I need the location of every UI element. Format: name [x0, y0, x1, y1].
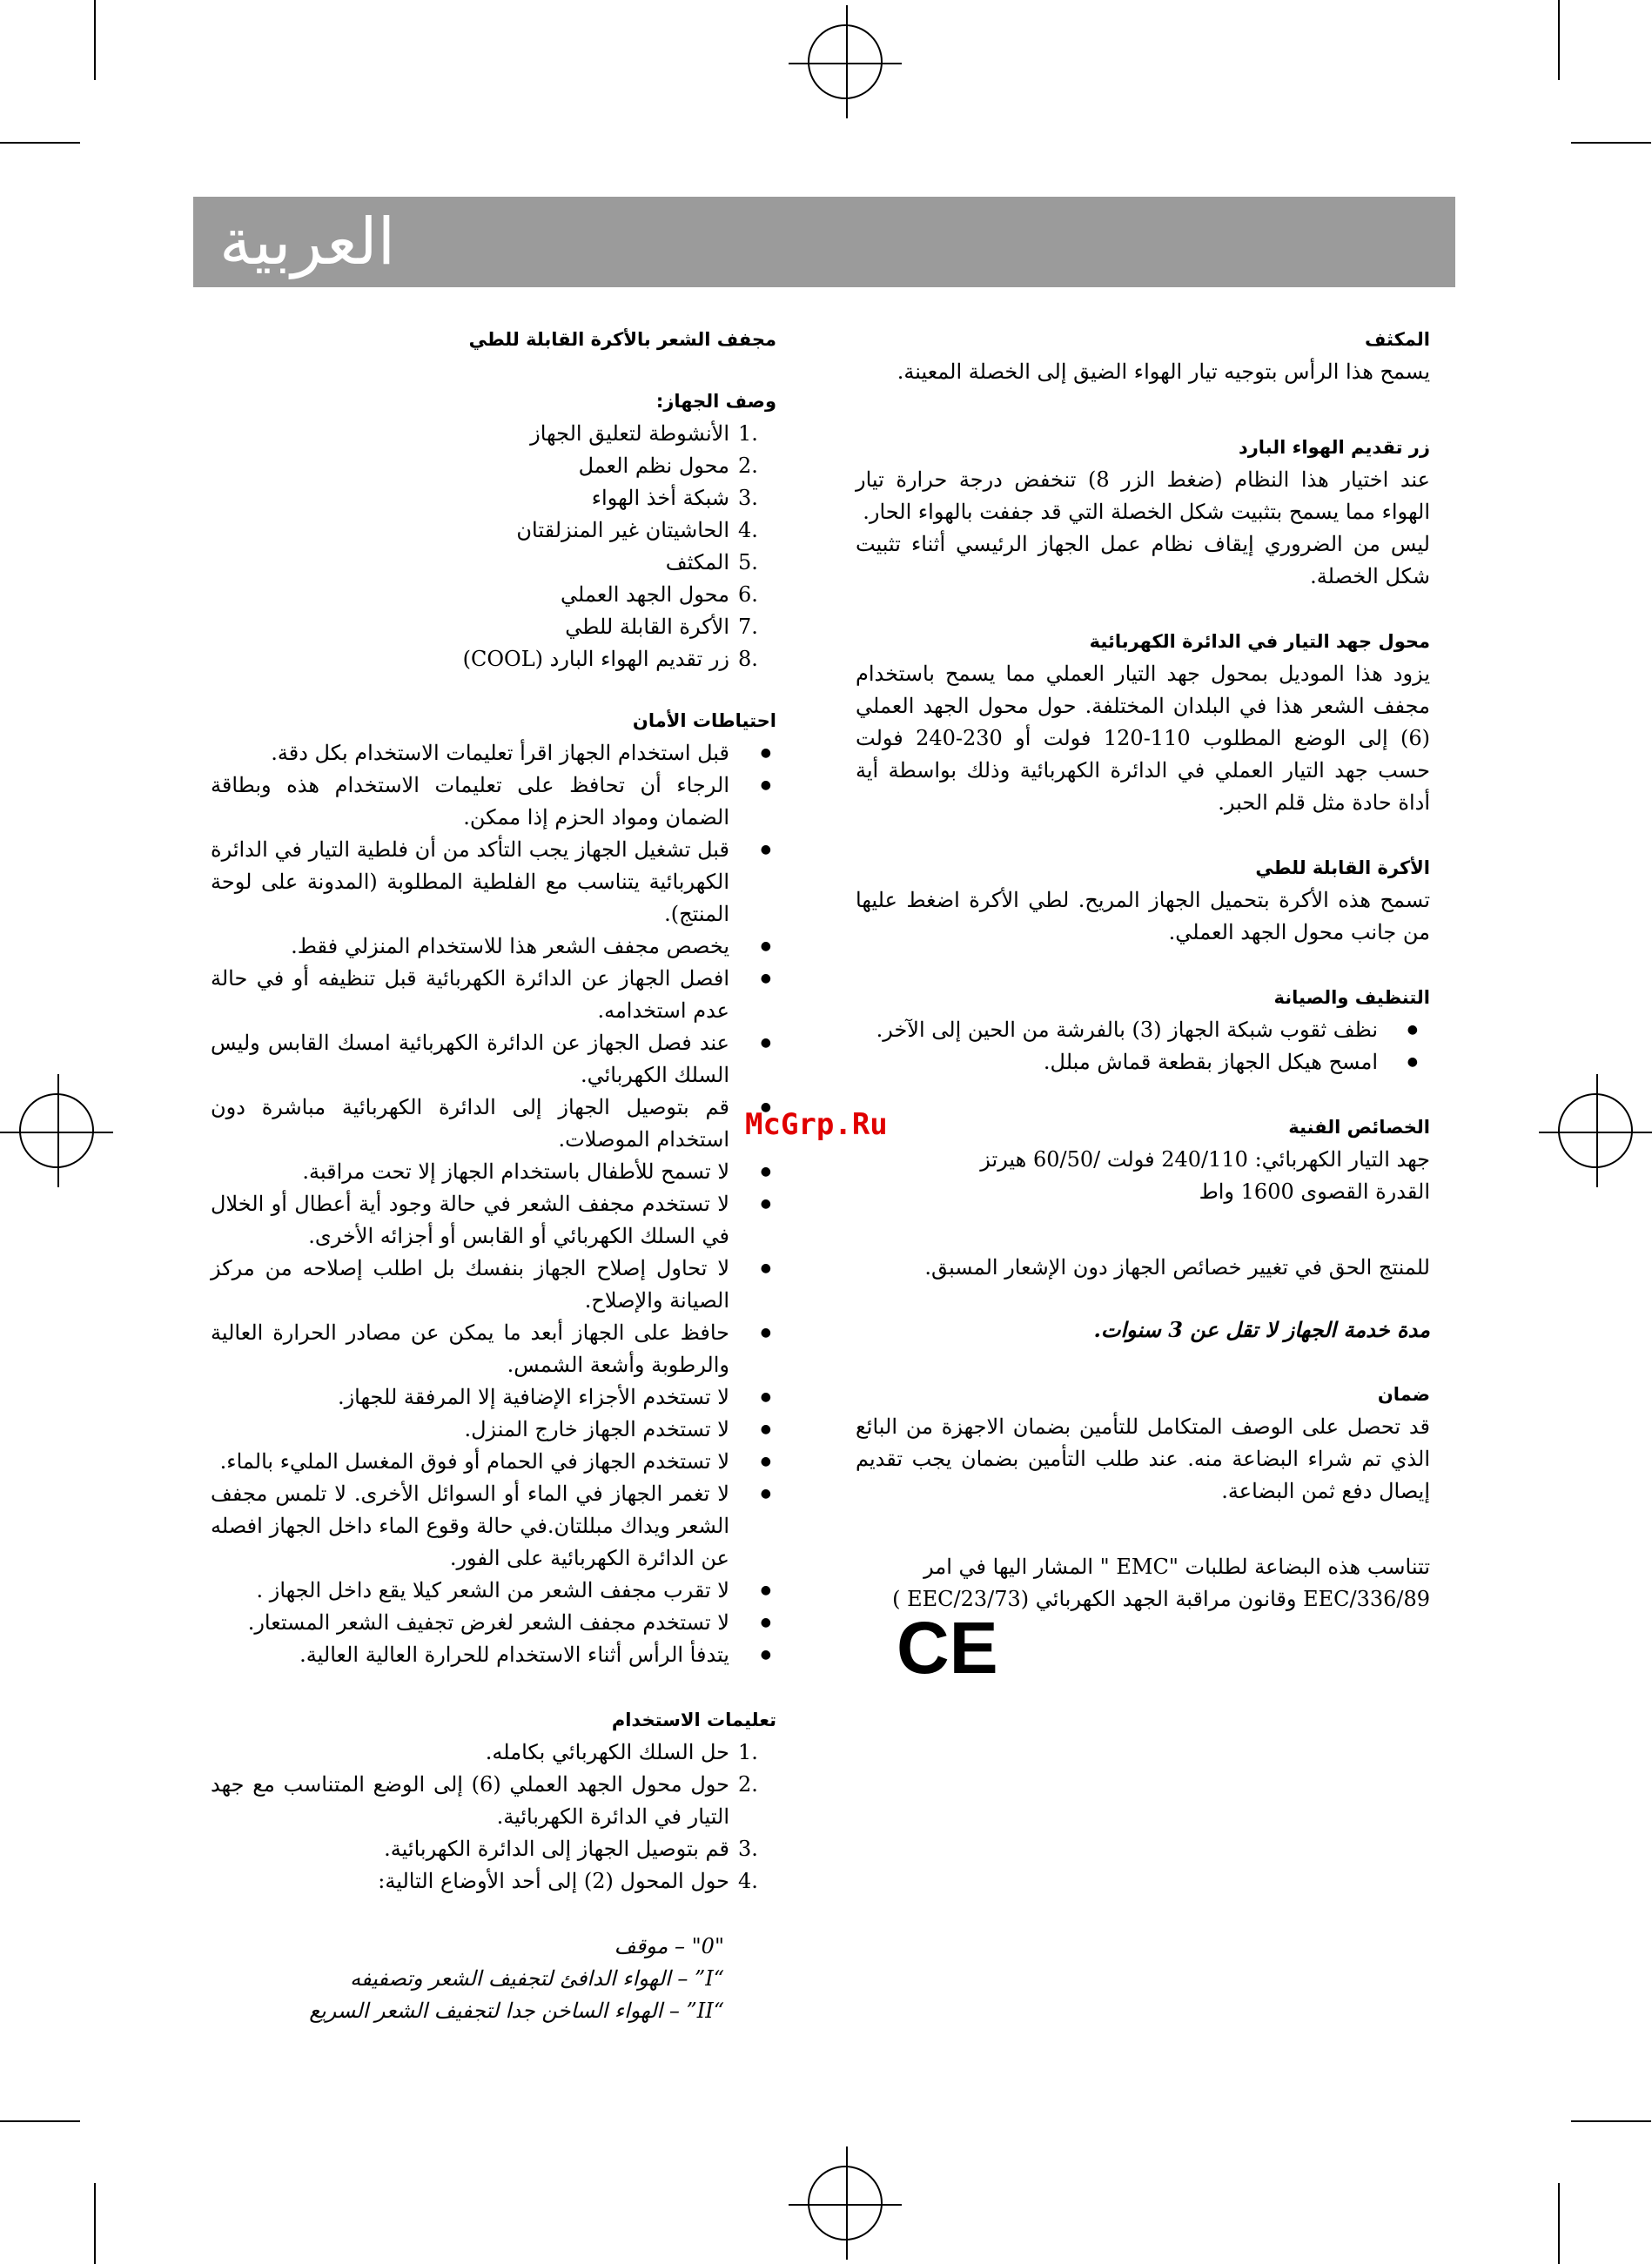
list-item: 6. محول الجهد العملي: [561, 582, 758, 607]
rights-notice: للمنتج الحق في تغيير خصائص الجهاز دون الإشعار المسبق.: [924, 1255, 1430, 1280]
safety-heading: احتياطات الأمان: [632, 710, 776, 731]
switch-modes: [211, 1931, 776, 2027]
crop-mark-top-right: [1558, 0, 1560, 80]
crop-mark-bottom-right: [1558, 2183, 1560, 2264]
language-banner: [193, 197, 1455, 287]
watermark: McGrp.Ru: [745, 1107, 888, 1142]
voltage-heading: محول جهد التيار في الدائرة الكهربائية: [1089, 631, 1430, 652]
cool-text-2: ليس من الضروري إيقاف نظام عمل الجهاز الرئيسي أثناء تثبيت شكل الخصلة.: [856, 532, 1430, 588]
list-item: 3. شبكة أخذ الهواء: [591, 486, 758, 510]
list-item: ● قبل تشغيل الجهاز يجب التأكد من أن فلطية التيار في الدائرة الكهربائية يتناسب مع الفلطية المطلوبة (المدونة على لوحة المنتج).: [211, 834, 776, 930]
usage-list: [211, 1737, 776, 1898]
concentrator-heading: المكثف: [1365, 329, 1430, 350]
list-item: 2. محول نظم العمل: [578, 453, 758, 478]
list-item: 2. حول محول الجهد العملي (6) إلى الوضع المتناسب مع جهد التيار في الدائرة الكهربائية.: [211, 1772, 758, 1829]
service-life: مدة خدمة الجهاز لا تقل عن 3 سنوات.: [1093, 1317, 1430, 1342]
specs-power: القدرة القصوى 1600 واط: [1199, 1179, 1430, 1204]
parts-list: [211, 418, 776, 675]
right-column: [856, 324, 1430, 1616]
voltage-text: يزود هذا الموديل بمحول جهد التيار العملي مما يسمح باستخدام مجفف الشعر هذا في البلدان المختلفة. حول محول الجهد العملي (6) إلى الوضع المطلوب 110-120 فولت أو 230-240 فولت حسب جهد التيار العملي في الدائرة الكهربائية وذلك بواسطة أية أداة حادة مثل قلم الحبر.: [856, 662, 1430, 815]
emc-line-2: EEC/336/89 وقانون مراقبة الجهد الكهربائي (EEC/23/73 ): [892, 1587, 1430, 1611]
list-item: 4. حول المحول (2) إلى أحد الأوضاع التالية:: [378, 1869, 758, 1893]
list-item: 7. الأكرة القابلة للطي: [565, 615, 758, 639]
registration-mark-bottom: [808, 2166, 883, 2240]
list-item: ● حافظ على الجهاز أبعد ما يمكن عن مصادر الحرارة العالية والرطوبة وأشعة الشمس.: [211, 1317, 776, 1381]
crop-mark-left-bottom: [0, 2120, 80, 2122]
crop-mark-top-left: [94, 0, 96, 80]
list-item: ● لا تسمح للأطفال باستخدام الجهاز إلا تحت مراقبة.: [211, 1156, 776, 1188]
list-item: 8. زر تقديم الهواء البارد (COOL): [462, 647, 758, 671]
warranty-text: قد تحصل على الوصف المتكامل للتأمين بضمان الاجهزة من البائع الذي تم شراء البضاعة منه. عند طلب التأمين بضمان يجب تقديم إيصال دفع ثمن البضاعة.: [856, 1414, 1430, 1503]
list-item: 3. قم بتوصيل الجهاز إلى الدائرة الكهربائية.: [384, 1837, 758, 1861]
left-column: [211, 324, 776, 2027]
list-item: ● لا تستخدم مجفف الشعر لغرض تجفيف الشعر المستعار.: [211, 1607, 776, 1639]
list-item: 4. الحاشيتان غير المنزلقتان: [516, 518, 758, 542]
specs-heading: الخصائص الفنية: [1288, 1117, 1430, 1138]
list-item: ● لا تستخدم الجهاز خارج المنزل.: [211, 1414, 776, 1446]
crop-mark-left-top: [0, 142, 80, 144]
mode-off: "0" – موقف: [614, 1934, 724, 1958]
specs-voltage: جهد التيار الكهربائي: 240/110 فولت /60/50 هيرتز: [980, 1147, 1430, 1172]
crop-mark-right-bottom: [1571, 2120, 1651, 2122]
list-item: ● يتدفأ الرأس أثناء الاستخدام للحرارة العالية العالية.: [211, 1639, 776, 1671]
safety-list: [211, 737, 776, 1671]
list-item: ● قبل استخدام الجهاز اقرأ تعليمات الاستخدام بكل دقة.: [211, 737, 776, 769]
list-item: 5. المكثف: [665, 550, 758, 574]
usage-heading: تعليمات الاستخدام: [611, 1710, 776, 1730]
banner-title: العربية: [219, 205, 396, 279]
mode-hot: “II” – الهواء الساخن جدا لتجفيف الشعر السريع: [309, 1999, 724, 2023]
list-item: 1. الأنشوطة لتعليق الجهاز: [530, 421, 758, 446]
list-item: ● قم بتوصيل الجهاز إلى الدائرة الكهربائية مباشرة دون استخدام الموصلات.: [211, 1092, 776, 1156]
list-item: ● يخصص مجفف الشعر هذا للاستخدام المنزلي فقط.: [211, 930, 776, 963]
ce-mark-text: CE: [897, 1607, 998, 1689]
list-item: ● عند فصل الجهاز عن الدائرة الكهربائية امسك القابس وليس السلك الكهربائي.: [211, 1027, 776, 1092]
warranty-heading: ضمان: [1377, 1384, 1430, 1405]
handle-heading: الأكرة القابلة للطي: [1255, 857, 1430, 878]
registration-mark-left: [19, 1093, 94, 1168]
list-item: ● لا تقرب مجفف الشعر من الشعر كيلا يقع داخل الجهاز .: [211, 1575, 776, 1607]
ce-mark-icon: [897, 1607, 998, 1689]
mode-warm: “I” – الهواء الدافئ لتجفيف الشعر وتصفيفه: [350, 1966, 724, 1991]
emc-line-1: تتناسب هذه البضاعة لطلبات "EMC " المشار اليها في امر: [923, 1555, 1430, 1579]
list-item: ● لا تستخدم الجهاز في الحمام أو فوق المغسل المليء بالماء.: [211, 1446, 776, 1478]
concentrator-text: يسمح هذا الرأس بتوجيه تيار الهواء الضيق إلى الخصلة المعينة.: [897, 359, 1430, 384]
list-item: ● الرجاء أن تحافظ على تعليمات الاستخدام هذه وبطاقة الضمان ومواد الحزم إذا ممكن.: [211, 769, 776, 834]
cool-heading: زر تقديم الهواء البارد: [1238, 437, 1430, 458]
crop-mark-right-top: [1571, 142, 1651, 144]
list-item: ● لا تستخدم الأجزاء الإضافية إلا المرفقة للجهاز.: [211, 1381, 776, 1414]
registration-mark-top: [808, 24, 883, 99]
cool-text-1: عند اختيار هذا النظام (ضغط الزر 8) تنخفض درجة حرارة تيار الهواء مما يسمح بتثبيت شكل الخصلة التي قد جففت بالهواء الحار.: [856, 467, 1430, 524]
list-item: ● افصل الجهاز عن الدائرة الكهربائية قبل تنظيفه أو في حالة عدم استخدامه.: [211, 963, 776, 1027]
list-item: 1. حل السلك الكهربائي بكامله.: [485, 1740, 758, 1764]
description-heading: وصف الجهاز:: [655, 391, 776, 412]
list-item: ● امسح هيكل الجهاز بقطعة قماش مبلل.: [856, 1046, 1430, 1078]
list-item: ● لا تغمر الجهاز في الماء أو السوائل الأخرى. لا تلمس مجفف الشعر ويداك مبللتان.في حالة وقوع الماء داخل الجهاز افصله عن الدائرة الكهربائية على الفور.: [211, 1478, 776, 1575]
list-item: ● نظف ثقوب شبكة الجهاز (3) بالفرشة من الحين إلى الآخر.: [856, 1014, 1430, 1046]
cleaning-list: [856, 1014, 1430, 1078]
handle-text: تسمح هذه الأكرة بتحميل الجهاز المريح. لطي الأكرة اضغط عليها من جانب محول الجهد العملي.: [856, 888, 1430, 944]
cleaning-heading: التنظيف والصيانة: [1273, 987, 1430, 1008]
list-item: ● لا تحاول إصلاح الجهاز بنفسك بل اطلب إصلاحه من مركز الصيانة والإصلاح.: [211, 1253, 776, 1317]
crop-mark-bottom-left: [94, 2183, 96, 2264]
product-title: مجفف الشعر بالأكرة القابلة للطي: [468, 329, 776, 350]
registration-mark-right: [1558, 1093, 1633, 1168]
list-item: ● لا تستخدم مجفف الشعر في حالة وجود أية أعطال أو الخلال في السلك الكهربائي أو القابس أو أجزائه الأخرى.: [211, 1188, 776, 1253]
